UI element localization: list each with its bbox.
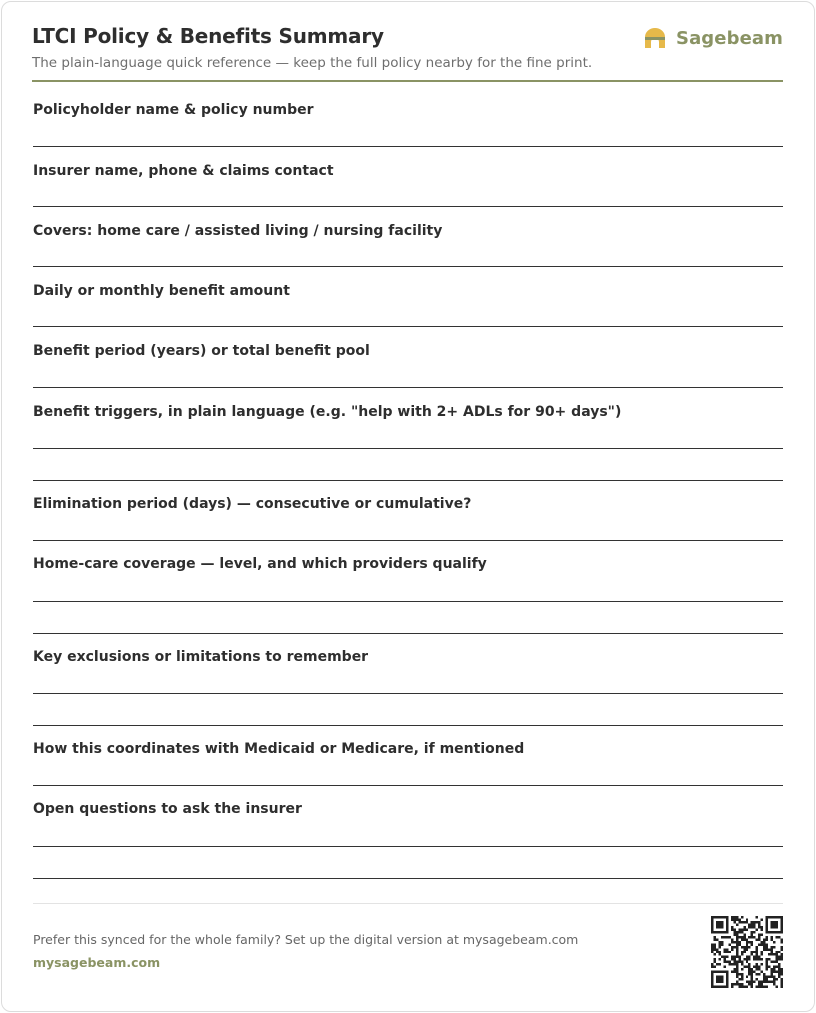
write-line[interactable] bbox=[33, 601, 783, 602]
write-line[interactable] bbox=[33, 540, 783, 541]
write-line[interactable] bbox=[33, 878, 783, 879]
write-line[interactable] bbox=[33, 326, 783, 327]
write-line[interactable] bbox=[33, 146, 783, 147]
write-line[interactable] bbox=[33, 266, 783, 267]
page-subtitle: The plain-language quick reference — keep the full policy nearby for the fine print. bbox=[32, 55, 593, 71]
field-label: Benefit period (years) or total benefit pool bbox=[33, 343, 370, 359]
header-divider bbox=[32, 80, 783, 82]
field-label: Insurer name, phone & claims contact bbox=[33, 163, 334, 179]
field-label: Policyholder name & policy number bbox=[33, 102, 314, 118]
brand-name: Sagebeam bbox=[676, 27, 783, 49]
write-line[interactable] bbox=[33, 725, 783, 726]
write-line[interactable] bbox=[33, 633, 783, 634]
field-label: Home-care coverage — level, and which providers qualify bbox=[33, 556, 487, 572]
field-label: How this coordinates with Medicaid or Medicare, if mentioned bbox=[33, 741, 525, 757]
write-line[interactable] bbox=[33, 846, 783, 847]
qr-code-icon[interactable] bbox=[711, 916, 783, 988]
field-label: Benefit triggers, in plain language (e.g. "help with 2+ ADLs for 90+ days") bbox=[33, 404, 622, 420]
footer-divider bbox=[33, 903, 783, 904]
write-line[interactable] bbox=[33, 480, 783, 481]
page-title: LTCI Policy & Benefits Summary bbox=[32, 24, 384, 48]
write-line[interactable] bbox=[33, 785, 783, 786]
field-label: Daily or monthly benefit amount bbox=[33, 283, 290, 299]
write-line[interactable] bbox=[33, 387, 783, 388]
field-label: Covers: home care / assisted living / nursing facility bbox=[33, 223, 443, 239]
brand bbox=[644, 25, 783, 51]
field-label: Key exclusions or limitations to remember bbox=[33, 649, 369, 665]
footer-link[interactable]: mysagebeam.com bbox=[33, 955, 161, 970]
footer-text: Prefer this synced for the whole family? Set up the digital version at mysagebeam.com bbox=[33, 932, 579, 947]
form-header bbox=[32, 22, 783, 82]
write-line[interactable] bbox=[33, 206, 783, 207]
write-line[interactable] bbox=[33, 448, 783, 449]
write-line[interactable] bbox=[33, 693, 783, 694]
arch-logo-icon bbox=[644, 28, 666, 48]
field-label: Open questions to ask the insurer bbox=[33, 801, 302, 817]
field-label: Elimination period (days) — consecutive or cumulative? bbox=[33, 496, 472, 512]
